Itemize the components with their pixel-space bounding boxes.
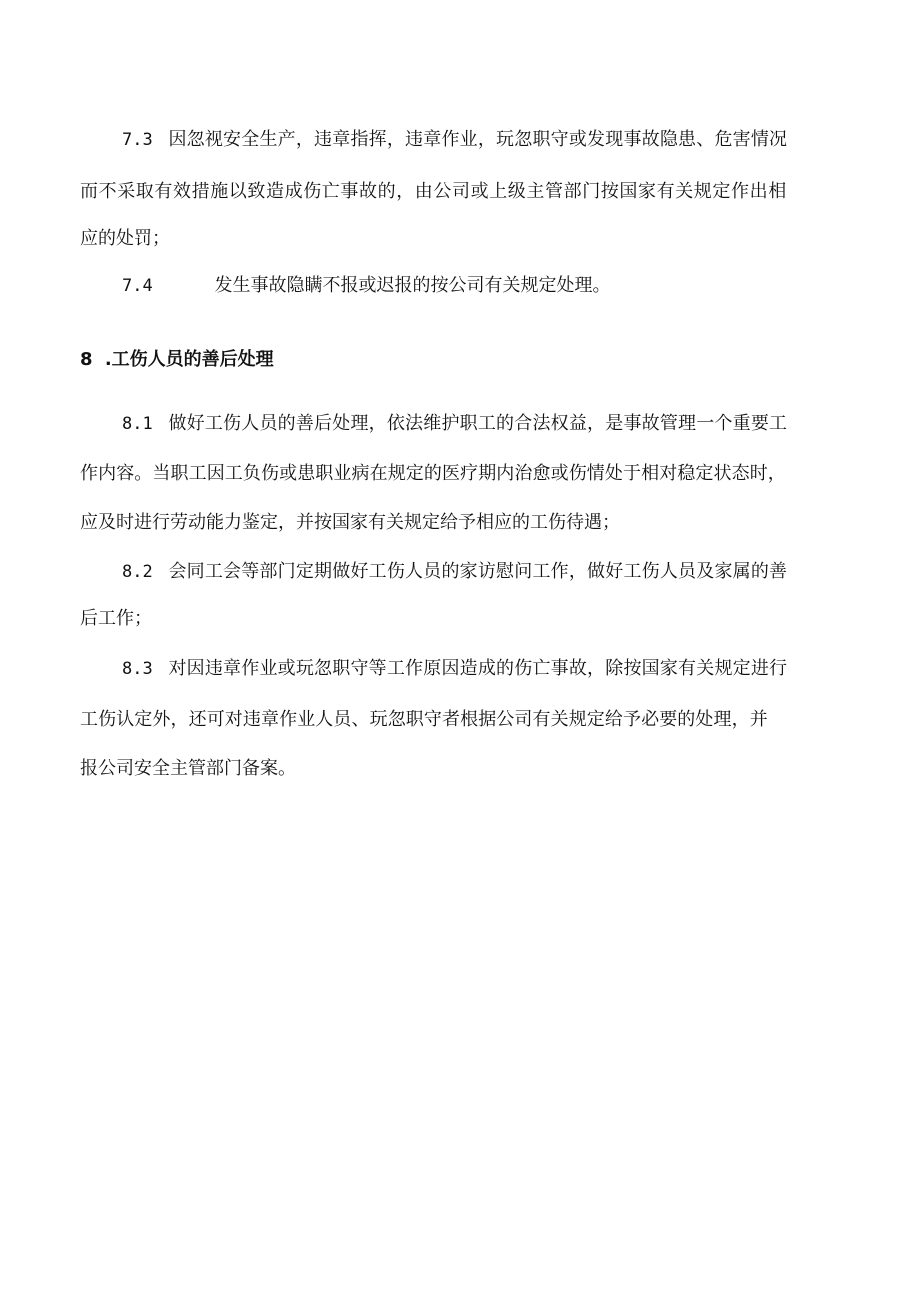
paragraph-7-3-line-2: 而不采取有效措施以致造成伤亡事故的，由公司或上级主管部门按国家有关规定作出相 [80, 181, 787, 202]
paragraph-7-3-text-1: 因忽视安全生产，违章指挥，违章作业，玩忽职守或发现事故隐患、危害情况 [168, 129, 788, 150]
item-number-8-3: 8.3 [122, 659, 153, 679]
paragraph-8-2-text-1: 会同工会等部门定期做好工伤人员的家访慰问工作，做好工伤人员及家属的善 [168, 561, 788, 582]
paragraph-8-1-line-3: 应及时进行劳动能力鉴定，并按国家有关规定给予相应的工伤待遇； [80, 512, 620, 533]
item-number-7-3: 7.3 [122, 130, 153, 150]
paragraph-7-4-text: 发生事故隐瞒不报或迟报的按公司有关规定处理。 [214, 275, 611, 296]
paragraph-7-3-line-3: 应的处罚； [80, 228, 170, 249]
paragraph-7-3-line-1 [122, 128, 787, 152]
paragraph-8-1-text-1: 做好工伤人员的善后处理，依法维护职工的合法权益，是事故管理一个重要工 [168, 413, 788, 434]
paragraph-8-2-line-2: 后工作； [80, 608, 152, 629]
item-number-8-2: 8.2 [122, 562, 153, 582]
paragraph-8-1-line-1 [122, 412, 787, 436]
paragraph-7-4 [122, 274, 610, 298]
paragraph-8-3-text-1: 对因违章作业或玩忽职守等工作原因造成的伤亡事故，除按国家有关规定进行 [168, 658, 788, 679]
paragraph-8-3-line-3: 报公司安全主管部门备案。 [80, 758, 296, 779]
section-8-number: 8 [80, 349, 93, 370]
section-8-heading [80, 348, 274, 372]
paragraph-8-3-line-1 [122, 657, 787, 681]
item-number-7-4: 7.4 [122, 276, 153, 296]
paragraph-8-3-line-2: 工伤认定外，还可对违章作业人员、玩忽职守者根据公司有关规定给予必要的处理，并 [80, 709, 768, 730]
paragraph-8-1-line-2: 作内容。当职工因工负伤或患职业病在规定的医疗期内治愈或伤情处于相对稳定状态时， [80, 463, 786, 484]
section-8-title: .工伤人员的善后处理 [104, 349, 274, 370]
item-number-8-1: 8.1 [122, 414, 153, 434]
paragraph-8-2-line-1 [122, 560, 787, 584]
